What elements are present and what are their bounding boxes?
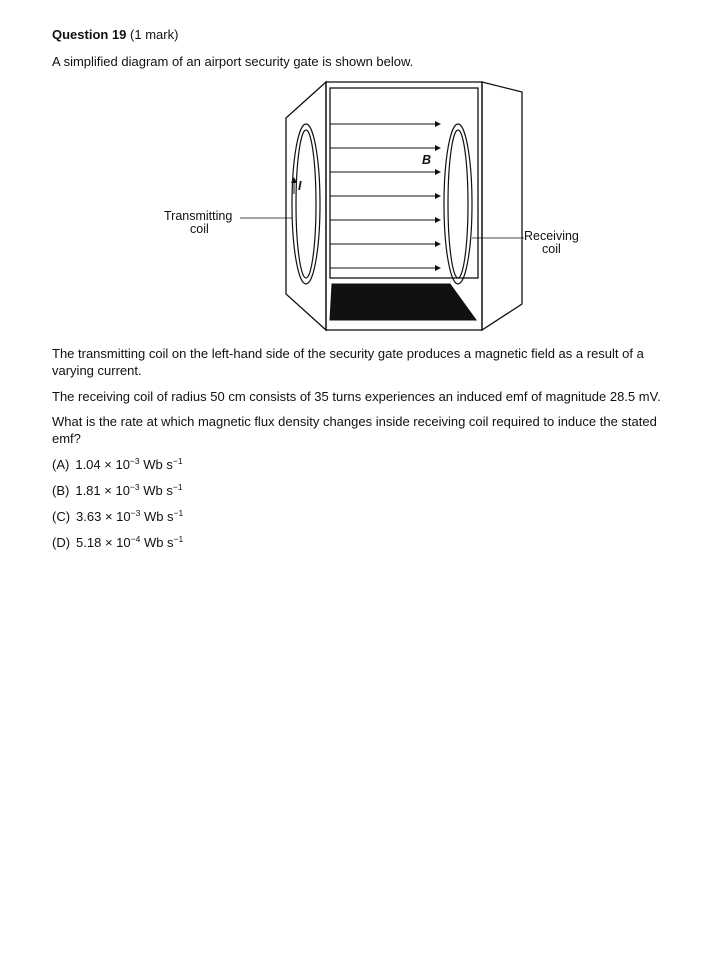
current-label: I xyxy=(298,179,302,193)
receiving-coil xyxy=(444,124,472,284)
question-intro: A simplified diagram of an airport security gate is shown below. xyxy=(52,54,414,69)
transmitting-label-line1: Transmitting xyxy=(164,209,233,223)
security-gate-diagram xyxy=(150,78,610,336)
paragraph-transmitting: The transmitting coil on the left-hand side of the security gate produces a magnetic field as a result of a varying current. xyxy=(52,346,644,378)
option-b[interactable]: (B) $1.81 \times 10^{-3}$ Wb $s^{-1}$ xyxy=(52,482,183,498)
option-c[interactable]: (C) $3.63 \times 10^{-3}$ Wb $s^{-1}$ xyxy=(52,508,184,524)
option-a[interactable]: (A) $1.04 \times 10^{-3}$ Wb $s^{-1}$ xyxy=(52,456,183,472)
receiving-label-line2: coil xyxy=(542,242,561,256)
paragraph-question: What is the rate at which magnetic flux density changes inside receiving coil required to induce the stated emf? xyxy=(52,414,657,446)
field-label: B xyxy=(422,153,432,167)
receiving-label-line1: Receiving xyxy=(524,229,579,243)
gate-floor xyxy=(330,284,476,320)
paragraph-receiving: The receiving coil of radius 50 cm consists of 35 turns experiences an induced emf of magnitude 28.5 mV. xyxy=(52,389,661,404)
transmitting-coil xyxy=(292,124,320,284)
transmitting-label-line2: coil xyxy=(190,222,209,236)
question-header xyxy=(52,27,178,42)
option-d[interactable]: (D) $5.18 \times 10^{-4}$ Wb $s^{-1}$ xyxy=(52,534,184,550)
question-number: Question 19 xyxy=(52,27,127,42)
magnetic-field-lines xyxy=(330,124,440,268)
question-marks: (1 mark) xyxy=(130,27,179,42)
